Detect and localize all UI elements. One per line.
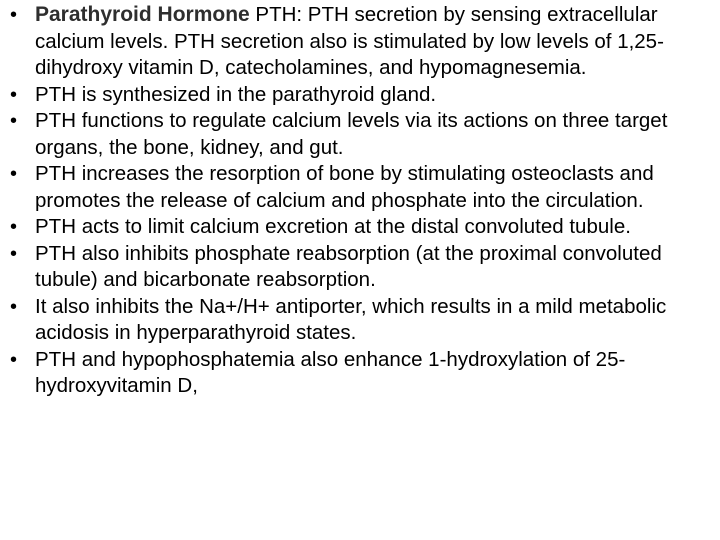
bullet-item-5 <box>10 214 710 241</box>
bullet-text: PTH increases the resorption of bone by stimulating osteoclasts and promotes the release of calcium and phosphate into the circulation. <box>35 162 654 212</box>
bullet-text: PTH also inhibits phosphate reabsorption (at the proximal convoluted tubule) and bicarbonate reabsorption. <box>35 241 662 291</box>
bullet-icon: • <box>10 83 18 106</box>
bullet-item-1 <box>10 2 710 82</box>
bullet-list <box>10 2 710 400</box>
bullet-item-6 <box>10 241 710 294</box>
bullet-icon: • <box>10 348 18 371</box>
bullet-item-4 <box>10 161 710 214</box>
bullet-text: PTH is synthesized in the parathyroid gland. <box>35 82 437 106</box>
bullet-text: It also inhibits the Na+/H+ antiporter, which results in a mild metabolic acidosis in hyperparathyroid states. <box>35 294 667 344</box>
bullet-icon: • <box>10 110 18 132</box>
bullet-icon: • <box>10 216 18 238</box>
bullet-text: PTH: PTH secretion by sensing extracellular calcium levels. PTH secretion also is stimulated by low levels of 1,25-dihydroxy vitamin D, catecholamines, and hypomagnesemia. <box>35 3 664 79</box>
bullet-item-8 <box>10 347 710 400</box>
topic-title: Parathyroid Hormone <box>35 3 250 26</box>
bullet-text: PTH acts to limit calcium excretion at the distal convoluted tubule. <box>35 215 631 238</box>
bullet-icon: • <box>10 4 18 26</box>
bullet-icon: • <box>10 295 18 318</box>
bullet-item-3 <box>10 108 710 161</box>
bullet-item-7 <box>10 294 710 347</box>
bullet-item-2 <box>10 82 710 109</box>
bullet-icon: • <box>10 242 18 265</box>
bullet-icon: • <box>10 163 18 185</box>
bullet-text: PTH functions to regulate calcium levels via its actions on three target organs, the bone, kidney, and gut. <box>35 109 668 159</box>
bullet-text: PTH and hypophosphatemia also enhance 1-hydroxylation of 25-hydroxyvitamin D, <box>35 347 626 397</box>
